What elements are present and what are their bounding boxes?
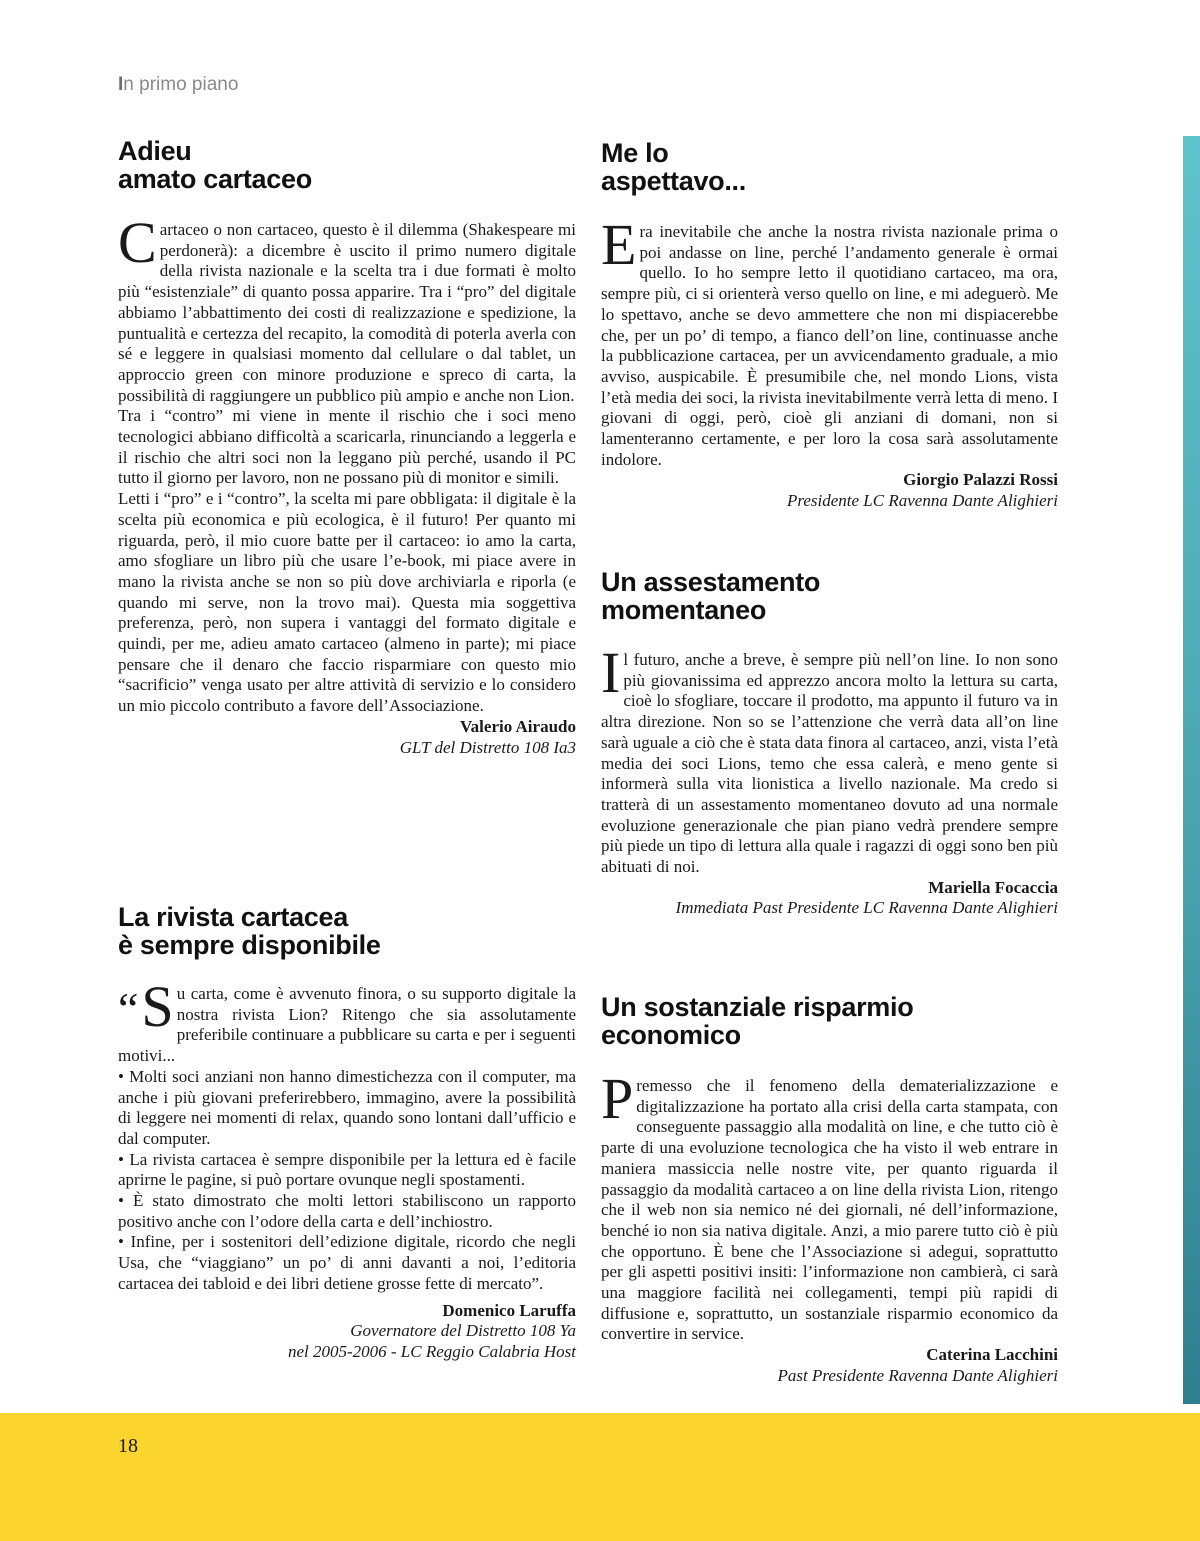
drop-cap: C [118, 210, 157, 275]
article-me-lo-aspettavo [601, 139, 1058, 512]
author-name: Mariella Focaccia [928, 877, 1058, 897]
author-role: Immediata Past Presidente LC Ravenna Dante Alighieri [675, 898, 1058, 918]
drop-cap: S [141, 974, 174, 1039]
author-name: Giorgio Palazzi Rossi [903, 470, 1058, 490]
author-role: nel 2005-2006 - LC Reggio Calabria Host [287, 1341, 576, 1361]
side-accent-bar [1183, 136, 1200, 1404]
author-role: Governatore del Distretto 108 Ya [350, 1321, 576, 1341]
author-name: Caterina Lacchini [926, 1345, 1058, 1365]
article-body: “ S u carta, come è avvenuto finora, o su supporto digitale la nostra rivista Lion? Ritengo che sia assolutamente preferibile continuare a pubblicare su carta e per i seguenti motivi... • Molti soci anziani non hanno dimestichezza con il computer, ma anche i più giovani preferirebbero, immagino, avere la possibilità di leggere nei momenti di relax, quando sono lontani dall’ufficio e dal computer. • La rivista cartacea è sempre disponibile per la lettura ed è facile aprirne le pagine, si può portare ovunque negli spostamenti. • È stato dimostrato che molti lettori stabiliscono un rapporto positivo anche con l’odore della carta e dell’inchiostro. • Infine, per i sostenitori dell’edizione digitale, ricordo che negli Usa, che “viaggiano” un po’ di anni davanti a noi, l’editoria cartacea dei tabloid e dei libri detiene grosse fette di mercato”. [118, 974, 576, 1293]
drop-cap: E [601, 212, 637, 277]
author-role: GLT del Distretto 108 Ia3 [399, 737, 576, 757]
article-body: Cartaceo o non cartaceo, questo è il dilemma (Shakespeare mi perdonerà): a dicembre è uscito il primo numero digitale della rivista nazionale e la scelta tra i due formati è molto più “esistenziale” di quanto possa apparire. Tra i “pro” del digitale abbiamo l’abbattimento dei costi di realizzazione e spedizione, la puntualità e certezza del recapito, la comodità di poterla averla con sé e leggere in qualsiasi momento dal cellulare o dal tablet, un approccio green con minore produzione e spreco di carta, la possibilità di raggiungere un pubblico più ampio e anche non Lion. Tra i “contro” mi viene in mente il rischio che i soci meno tecnologici abbiano difficoltà a scaricarla, rinunciando a leggerla e il rischio che altri soci non la leggano più perché, usando il PC tutto il giorno per lavoro, non ne possano più di monitor e simili. Letti i “pro” e i “contro”, la scelta mi pare obbligata: il digitale è la scelta più economica e più ecologica, è il futuro! Per quanto mi riguarda, però, il mio cuore batte per il cartaceo: io amo la carta, amo sfogliare un libro più che usare l’e-book, mi piace avere in mano la rivista anche se non so più dove archiviarla e riporla (e quando mi serve, non la trovo mai). Questa mia soggettiva preferenza, però, non supera i vantaggi del formato digitale e quindi, per me, adieu amato cartaceo (almeno in parte); mi piace pensare che il denaro che faccio risparmiare con questo mio “sacrificio” venga usato per altre attività di servizio e lo considero un mio piccolo contributo a favore dell’Associazione. [118, 210, 576, 716]
article-title: Un sostanziale risparmio economico [601, 992, 914, 1050]
author-role: Presidente LC Ravenna Dante Alighieri [786, 491, 1058, 511]
article-adieu [118, 137, 576, 758]
author-name: Valerio Airaudo [459, 716, 576, 736]
article-body: Era inevitabile che anche la nostra rivista nazionale prima o poi andasse on line, perché l’andamento generale è ormai quello. Io ho sempre letto il quotidiano cartaceo, ma ora, sempre più, ci si orienterà verso quello on line, e mi adeguerò. Me lo spettavo, anche se devo ammettere che non mi dispiacerebbe che, per un po’ di tempo, a fianco dell’on line, continuasse anche la pubblicazione cartacea, per un avvicendamento graduale, a mio avviso, auspicabile. È presumibile che, nel mondo Lions, vista l’età media dei soci, la rivista inevitabilmente verrà letta di meno. I giovani di oggi, però, cioè gli anziani di domani, non si lamenteranno certamente, e per loro la cosa sarà assolutamente indolore. [601, 212, 1058, 469]
article-risparmio [601, 993, 1058, 1387]
article-title: Un assestamento momentaneo [601, 567, 821, 625]
drop-quote: “ [118, 983, 139, 1034]
author-name: Domenico Laruffa [442, 1300, 576, 1320]
drop-cap: I [601, 640, 621, 705]
author-role: Past Presidente Ravenna Dante Alighieri [777, 1365, 1058, 1385]
article-title: Adieu amato cartaceo [118, 136, 312, 194]
article-rivista-cartacea [118, 903, 576, 1363]
article-assestamento [601, 568, 1058, 919]
footer-band [0, 1413, 1200, 1541]
article-body: Premesso che il fenomeno della dematerializzazione e digitalizzazione ha portato alla crisi della carta stampata, con conseguente passaggio alla modalità on line, e che tutto ciò è parte di una evoluzione tecnologica che ha visto il web entrare in maniera massiccia nelle nostre vite, per quanto riguarda il passaggio da modalità cartaceo a on line della rivista Lion, ritengo che il web non sia nemico né dei giornali, né dell’informazione, benché io non sia nativa digitale. Anzi, a mio parere tutto ciò è più che opportuno. È bene che l’Associazione si adegui, soprattutto per gli aspetti positivi insiti: l’informazione non cambierà, ci sarà una maggiore facilità nei collegamenti, tempi più rapidi di diffusione e, soprattutto, un sostanziale risparmio economico da convertire in service. [601, 1066, 1058, 1344]
section-label: In primo piano [118, 74, 239, 95]
drop-cap: P [601, 1066, 634, 1131]
page-number: 18 [118, 1435, 138, 1457]
article-title: Me lo aspettavo... [601, 138, 746, 196]
article-body: Il futuro, anche a breve, è sempre più nell’on line. Io non sono più giovanissima ed apprezzo ancora molto la lettura su carta, cioè lo sfogliare, toccare il prodotto, ma appunto il futuro va in altra direzione. Non so se l’attenzione che verrà data all’on line sarà uguale a ciò che è stata data finora al cartaceo, anzi, vista l’età media dei soci Lions, temo che essa calerà, e meno gente si informerà sulla vita lionistica a livello nazionale. Ma credo si tratterà di un assestamento momentaneo dovuto ad una normale evoluzione generazionale che pian piano vedrà prendere sempre più piede un tipo di lettura alla quale i ragazzi di oggi sono ben più abituati di noi. [601, 640, 1058, 877]
article-title: La rivista cartacea è sempre disponibile [118, 902, 381, 960]
